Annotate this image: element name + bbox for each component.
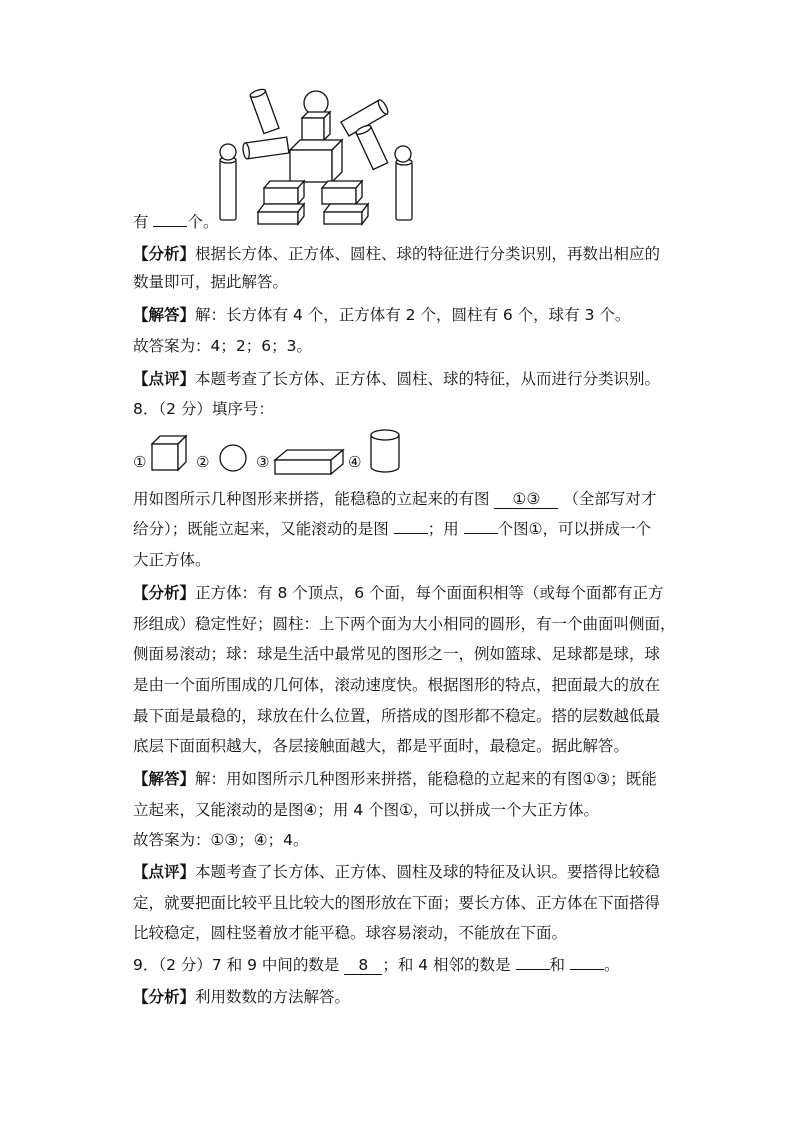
q8-answer-1 [133,768,657,790]
blocks-figure [212,88,422,228]
q8-stem-1 [133,488,656,510]
analysis-tag: 【分析】 [133,245,196,263]
q8-stem-2 [133,518,651,540]
q7-tail [133,211,218,233]
q7-comment-text: 本题考查了长方体、正方体、圆柱、球的特征，从而进行分类识别。 [195,370,661,388]
label-3: ③ [256,453,270,471]
q7-answer [133,304,630,326]
q9-blank-3[interactable] [570,969,604,970]
q9-stem-b: ；和 4 相邻的数是 [382,956,511,974]
q7-final: 故答案为：4；2；6；3。 [133,337,312,355]
q8-analysis-5: 最下面是最稳的，球放在什么位置，所搭成的图形都不稳定。搭的层数越低最 [133,707,661,725]
analysis-tag: 【分析】 [133,988,196,1006]
q9-analysis [133,986,350,1008]
q7-tail-suffix: 个。 [187,213,219,231]
cylinder-shape [368,428,402,474]
q8-answer-text: 解：用如图所示几种图形来拼搭，能稳稳的立起来的有图①③；既能 [195,770,657,788]
q8-analysis-2: 形组成）稳定性好；圆柱：上下两个面为大小相同的圆形，有一个曲面叫侧面， [133,615,676,633]
q7-analysis-2: 数量即可，据此解答。 [133,273,289,291]
q7-analysis [133,243,660,265]
q8-analysis-text: 正方体：有 8 个顶点，6 个面，每个面面积相等（或每个面都有正方 [195,584,664,602]
comment-tag: 【点评】 [133,863,196,881]
q7-comment [133,368,660,390]
q8-head: 8．（2 分）填序号： [133,400,274,418]
q9-blank-2[interactable] [516,969,550,970]
q8-answer-2: 立起来，又能滚动的是图④；用 4 个图①，可以拼成一个大正方体。 [133,801,600,819]
answer-tag: 【解答】 [133,770,196,788]
q9-analysis-text: 利用数数的方法解答。 [195,988,351,1006]
cube-shape [150,432,190,472]
analysis-tag: 【分析】 [133,584,196,602]
label-4: ④ [348,453,362,471]
q7-tail-prefix: 有 [133,213,149,231]
q9-stem-c: 和 [549,956,566,974]
q8-analysis-4: 是由一个面所围成的几何体，滚动速度快。根据图形的特点，把面最大的放在 [133,676,661,694]
q7-answer-text: 解：长方体有 4 个，正方体有 2 个，圆柱有 6 个，球有 3 个。 [195,306,631,324]
sphere-shape [217,442,249,474]
comment-tag: 【点评】 [133,370,196,388]
q8-comment-text: 本题考查了长方体、正方体、圆柱及球的特征及认识。要搭得比较稳 [195,863,661,881]
answer-tag: 【解答】 [133,306,196,324]
q8-blank-3[interactable] [464,533,498,534]
q8-analysis-1 [133,582,664,604]
q8-analysis-6: 底层下面面积越大，各层接触面越大，都是平面时，最稳定。据此解答。 [133,737,630,755]
q8-blank-1[interactable]: ①③ [494,490,558,509]
label-2: ② [196,453,210,471]
label-1: ① [133,453,147,471]
q8-stem-1a: 用如图所示几种图形来拼搭，能稳稳的立起来的有图 [133,490,490,508]
q8-analysis-3: 侧面易滚动；球：球是生活中最常见的图形之一，例如篮球、足球都是球，球 [133,645,661,663]
q8-stem-2c: 个图①，可以拼成一个 [497,520,652,538]
cuboid-shape [273,446,345,476]
q8-final: 故答案为：①③；④；4。 [133,831,309,849]
q9-blank-1[interactable]: 8 [344,956,382,975]
q8-stem-1b: （全部写对才 [563,490,657,508]
q8-blank-2[interactable] [394,533,428,534]
q9-stem [133,954,619,976]
q8-comment-3: 比较稳定，圆柱竖着放才能平稳。球容易滚动，不能放在下面。 [133,924,568,942]
q8-comment-1 [133,861,660,883]
q9-stem-a: 9．（2 分）7 和 9 中间的数是 [133,956,340,974]
q7-blank[interactable] [153,226,187,227]
q8-stem-3: 大正方体。 [133,551,211,569]
q8-comment-2: 定，就要把面比较平且比较大的图形放在下面；要长方体、正方体在下面搭得 [133,894,661,912]
q8-stem-2b: ；用 [427,520,459,538]
q9-stem-d: 。 [603,956,620,974]
q7-analysis-text: 根据长方体、正方体、圆柱、球的特征进行分类识别，再数出相应的 [195,245,661,263]
q8-stem-2a: 给分）；既能立起来，又能滚动的是图 [133,520,389,538]
